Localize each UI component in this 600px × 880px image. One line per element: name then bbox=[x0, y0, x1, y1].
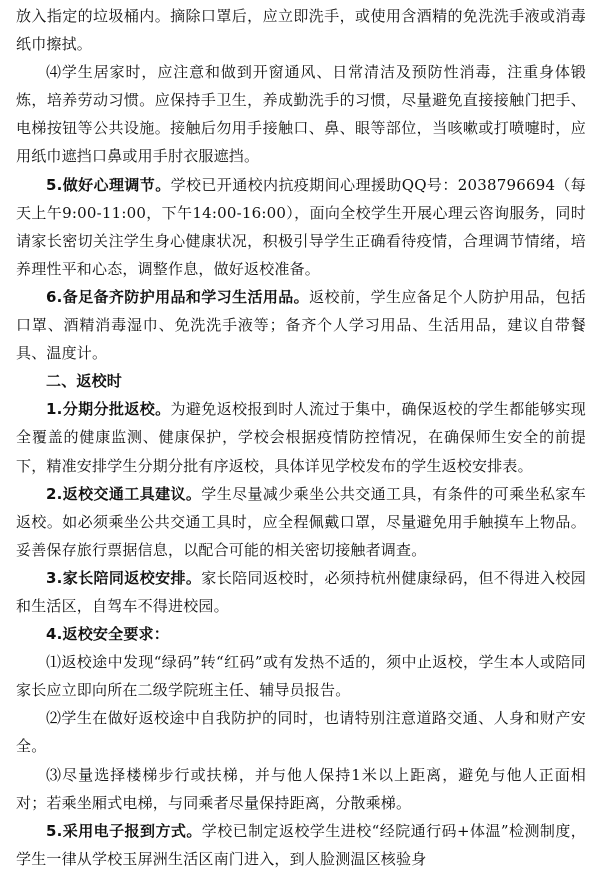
paragraph-transport bbox=[16, 480, 586, 564]
paragraph-safety-heading bbox=[16, 620, 586, 648]
paragraph-text: 家长陪同返校时，必须持杭州健康绿码，但不得进入校园和生活区，自驾车不得进校园。 bbox=[16, 568, 586, 615]
paragraph-parents bbox=[16, 564, 586, 620]
paragraph-text: ⑷学生居家时，应注意和做到开窗通风、日常清洁及预防性消毒，注重身体锻炼，培养劳动习惯。应保持手卫生，养成勤洗手的习惯，尽量避免直接接触门把手、电梯按钮等公共设施。接触后勿用手接触口、鼻、眼等部位，当咳嗽或打喷嚏时，应用纸巾遮挡口鼻或用手肘衣服遮挡。 bbox=[16, 63, 586, 166]
item-heading: 5.采用电子报到方式。 bbox=[46, 821, 202, 840]
item-heading: 5.做好心理调节。 bbox=[46, 175, 171, 194]
paragraph-text: 放入指定的垃圾桶内。摘除口罩后，应立即洗手，或使用含酒精的免洗洗手液或消毒纸巾擦拭。 bbox=[16, 7, 586, 54]
paragraph-staggered-return bbox=[16, 395, 586, 479]
paragraph-supplies bbox=[16, 283, 586, 367]
paragraph-code-change bbox=[16, 648, 586, 704]
paragraph-text: 学生尽量减少乘坐公共交通工具，有条件的可乘坐私家车返校。如必须乘坐公共交通工具时，应全程佩戴口罩，尽量避免用手触摸车上物品。妥善保存旅行票据信息，以配合可能的相关密切接触者调查。 bbox=[16, 484, 586, 559]
item-heading: 3.家长陪同返校安排。 bbox=[46, 568, 202, 587]
paragraph-garbage-disposal bbox=[16, 2, 586, 58]
item-heading: 4.返校安全要求： bbox=[46, 625, 169, 644]
paragraph-text: 学校已制定返校学生进校“经院通行码+体温”检测制度，学生一律从学校玉屏洲生活区南门进入，到人脸测温区核验身 bbox=[16, 821, 586, 868]
paragraph-road-safety bbox=[16, 704, 586, 760]
item-heading: 6.备足备齐防护用品和学习生活用品。 bbox=[46, 287, 310, 306]
paragraph-text: 为避免返校报到时人流过于集中，确保返校的学生都能够实现全覆盖的健康监测、健康保护，学校会根据疫情防控情况，在确保师生安全的前提下，精准安排学生分期分批有序返校，具体详见学校发布的学生返校安排表。 bbox=[16, 400, 587, 475]
paragraph-text: 学校已开通校内抗疫期间心理援助QQ号：2038796694（每天上午9:00-11:00，下午14:00-16:00），面向全校学生开展心理云咨询服务，同时请家长密切关注学生身心健康状况，积极引导学生正确看待疫情，合理调节情绪，培养理性平和心态，调整作息，做好返校准备。 bbox=[16, 175, 587, 278]
item-heading: 1.分期分批返校。 bbox=[46, 400, 171, 419]
paragraph-mental-health bbox=[16, 171, 586, 283]
paragraph-text: ⑴返校途中发现“绿码”转“红码”或有发热不适的，须中止返校，学生本人或陪同家长应立即向所在二级学院班主任、辅导员报告。 bbox=[16, 653, 586, 700]
section-heading-return: 二、返校时 bbox=[46, 372, 123, 391]
paragraph-e-registration bbox=[16, 817, 586, 873]
paragraph-elevator bbox=[16, 761, 586, 817]
paragraph-home-hygiene bbox=[16, 58, 586, 170]
paragraph-text: ⑶尽量选择楼梯步行或扶梯，并与他人保持1米以上距离，避免与他人正面相对；若乘坐厢式电梯，与同乘者尽量保持距离，分散乘梯。 bbox=[16, 765, 586, 812]
paragraph-text: 返校前，学生应备足个人防护用品，包括口罩、酒精消毒湿巾、免洗洗手液等；备齐个人学习用品、生活用品，建议自带餐具、温度计。 bbox=[16, 287, 586, 363]
item-heading: 2.返校交通工具建议。 bbox=[46, 484, 202, 503]
paragraph-text: ⑵学生在做好返校途中自我防护的同时，也请特别注意道路交通、人身和财产安全。 bbox=[16, 709, 586, 756]
